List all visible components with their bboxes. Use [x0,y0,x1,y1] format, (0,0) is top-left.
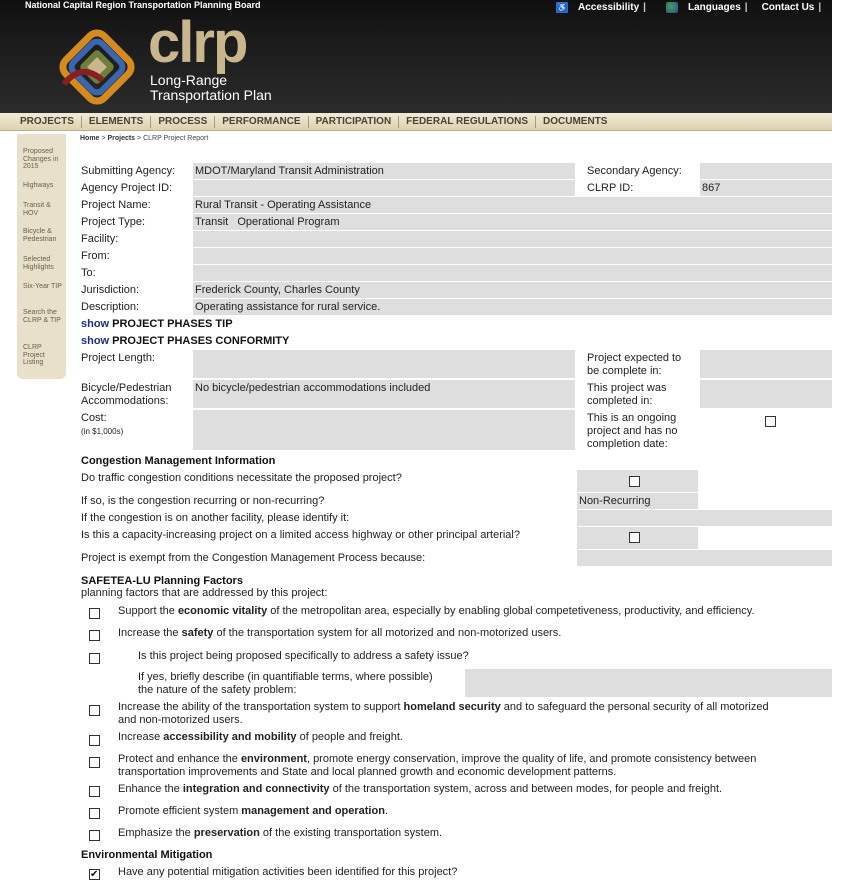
clrp-logo-emblem-icon[interactable] [52,22,142,112]
sidebar-item-clrp-project-listing[interactable]: CLRP Project Listing [23,344,45,366]
factor-security-checkbox[interactable] [89,705,100,716]
globe-icon [666,2,678,13]
congestion-q1: Do traffic congestion conditions necessitate the proposed project? [81,472,402,484]
factor-safety-text: Increase the safety of the transportation system for all motorized and non-motorized users. [118,627,562,639]
expected-complete-label-2: be complete in: [587,365,662,377]
site-header [0,0,845,113]
show-phases-conformity-link[interactable]: show [81,335,110,347]
factor-preservation-checkbox[interactable] [89,830,100,841]
factor-preservation-text: Emphasize the preservation of the existing transportation system. [118,827,443,839]
sidebar-item-selected-highlights[interactable]: Selected Highlights [23,256,54,271]
congestion-q2-field: Non-Recurring [577,493,698,509]
sidebar-item-proposed-changes[interactable]: Proposed Changes in 2015 [23,148,59,170]
secondary-agency-field [700,163,832,179]
project-name-label: Project Name: [81,199,151,211]
congestion-q3-field [577,510,832,526]
congestion-q1-checkbox[interactable] [629,476,640,487]
nav-elements[interactable]: ELEMENTS [82,116,151,128]
facility-field [193,231,832,247]
project-type-label: Project Type: [81,216,145,228]
agency-project-id-label: Agency Project ID: [81,182,173,194]
safety-describe-label-1: If yes, briefly describe (in quantifiable terms, where possible) [138,671,433,683]
congestion-q4: Is this a capacity-increasing project on a limited access highway or other principal arterial? [81,529,520,541]
nav-performance[interactable]: PERFORMANCE [215,116,308,128]
nav-process[interactable]: PROCESS [151,116,215,128]
factor-environment-text-2: transportation improvements and State and local planned growth and economic development patterns. [118,766,617,778]
env-mitigation-title: Environmental Mitigation [81,849,213,861]
project-type-field: Transit Operational Program [193,214,832,230]
cost-label: Cost: [81,412,107,424]
show-phases-tip: show PROJECT PHASES TIP [81,318,233,330]
congestion-q4-checkbox[interactable] [629,532,640,543]
was-completed-field [700,380,832,408]
languages-link[interactable]: Languages [687,1,741,13]
ongoing-checkbox[interactable] [765,416,776,427]
logo-subtitle-1: Long-Range [150,72,228,88]
congestion-title: Congestion Management Information [81,455,276,467]
expected-complete-field [700,350,832,378]
bikeped-field: No bicycle/pedestrian accommodations included [193,380,575,408]
org-name: National Capital Region Transportation Planning Board [25,0,261,10]
breadcrumb-projects[interactable]: Projects [107,135,136,142]
sidebar-item-highways[interactable]: Highways [23,182,54,189]
agency-project-id-field [193,180,575,196]
factor-security-text: Increase the ability of the transportation system to support homeland security and to safeguard the personal security of all motorized [118,701,769,713]
ongoing-label-3: completion date: [587,438,668,450]
breadcrumb-current: CLRP Project Report [143,135,209,142]
breadcrumb-home[interactable]: Home [80,135,100,142]
factor-security-text-2: and non-motorized users. [118,714,243,726]
clrp-id-field: 867 [700,180,832,196]
search-link[interactable]: Se [833,1,845,13]
bikeped-label-1: Bicycle/Pedestrian [81,382,172,394]
to-field [193,265,832,281]
safetea-title: SAFETEA-LU Planning Factors [81,575,243,587]
was-completed-label-2: completed in: [587,395,653,407]
sidebar-item-search-clrp-tip[interactable]: Search the CLRP & TIP [23,309,61,324]
logo-subtitle-2: Transportation Plan [150,87,272,103]
project-length-field [193,350,575,378]
logo-text: clrp [148,10,247,75]
submitting-agency-label: Submitting Agency: [81,165,176,177]
factor-economic-checkbox[interactable] [89,608,100,619]
congestion-q3: If the congestion is on another facility, please identify it: [81,512,350,524]
top-links: ♿ Accessibility | Languages | Contact Us | Se [557,1,845,13]
factor-management-checkbox[interactable] [89,808,100,819]
nav-federal-regulations[interactable]: FEDERAL REGULATIONS [399,116,536,128]
cost-unit-label: (in $1,000s) [81,427,124,436]
clrp-id-label: CLRP ID: [587,182,634,194]
jurisdiction-field: Frederick County, Charles County [193,282,832,298]
was-completed-label-1: This project was [587,382,667,394]
secondary-agency-label: Secondary Agency: [587,165,682,177]
env-mitigation-checkbox[interactable] [89,869,100,880]
show-phases-tip-link[interactable]: show [81,318,110,330]
congestion-q5: Project is exempt from the Congestion Management Process because: [81,552,426,564]
safetea-subtitle: planning factors that are addressed by this project: [81,587,328,599]
breadcrumb: Home > Projects > CLRP Project Report [80,135,209,142]
factor-integration-checkbox[interactable] [89,786,100,797]
sidebar-item-transit-hov[interactable]: Transit & HOV [23,202,51,217]
jurisdiction-label: Jurisdiction: [81,284,140,296]
bikeped-label-2: Accommodations: [81,395,169,407]
nav-projects[interactable]: PROJECTS [20,116,82,128]
project-name-field: Rural Transit - Operating Assistance [193,197,832,213]
safety-issue-question: Is this project being proposed specifically to address a safety issue? [138,650,469,662]
factor-accessibility-checkbox[interactable] [89,735,100,746]
description-label: Description: [81,301,140,313]
nav-participation[interactable]: PARTICIPATION [309,116,400,128]
sidebar-item-six-year-tip[interactable]: Six-Year TIP [23,283,62,290]
ongoing-label-1: This is an ongoing [587,412,677,424]
expected-complete-label-1: Project expected to [587,352,682,364]
factor-environment-text: Protect and enhance the environment, promote energy conservation, improve the quality of life, and promote consistency between [118,753,757,765]
accessibility-link[interactable]: Accessibility [578,1,640,13]
safety-issue-checkbox[interactable] [89,653,100,664]
factor-environment-checkbox[interactable] [89,757,100,768]
congestion-q5-field [577,550,832,566]
to-label: To: [81,267,96,279]
factor-accessibility-text: Increase accessibility and mobility of people and freight. [118,731,403,743]
from-field [193,248,832,264]
contact-us-link[interactable]: Contact Us [761,1,815,13]
main-nav [0,113,832,131]
ongoing-label-2: project and has no [587,425,678,437]
factor-safety-checkbox[interactable] [89,630,100,641]
factor-economic-text: Support the economic vitality of the metropolitan area, especially by enabling global competetiveness, productivity, and efficiency. [118,605,755,617]
facility-label: Facility: [81,233,119,245]
project-length-label: Project Length: [81,352,155,364]
safety-describe-field [465,669,832,697]
cost-field [193,410,575,450]
from-label: From: [81,250,110,262]
sidebar-item-bicycle-pedestrian[interactable]: Bicycle & Pedestrian [23,228,57,243]
safety-describe-label-2: the nature of the safety problem: [138,684,297,696]
congestion-q2: If so, is the congestion recurring or non-recurring? [81,495,325,507]
factor-integration-text: Enhance the integration and connectivity of the transportation system, across and between modes, for people and freight. [118,783,723,795]
description-field: Operating assistance for rural service. [193,299,832,315]
accessibility-icon: ♿ [557,2,567,12]
nav-documents[interactable]: DOCUMENTS [543,115,608,127]
submitting-agency-field: MDOT/Maryland Transit Administration [193,163,575,179]
env-mitigation-question: Have any potential mitigation activities been identified for this project? [118,866,458,878]
sidebar [17,134,66,379]
factor-management-text: Promote efficient system management and operation. [118,805,388,817]
show-phases-conformity: show PROJECT PHASES CONFORMITY [81,335,290,347]
